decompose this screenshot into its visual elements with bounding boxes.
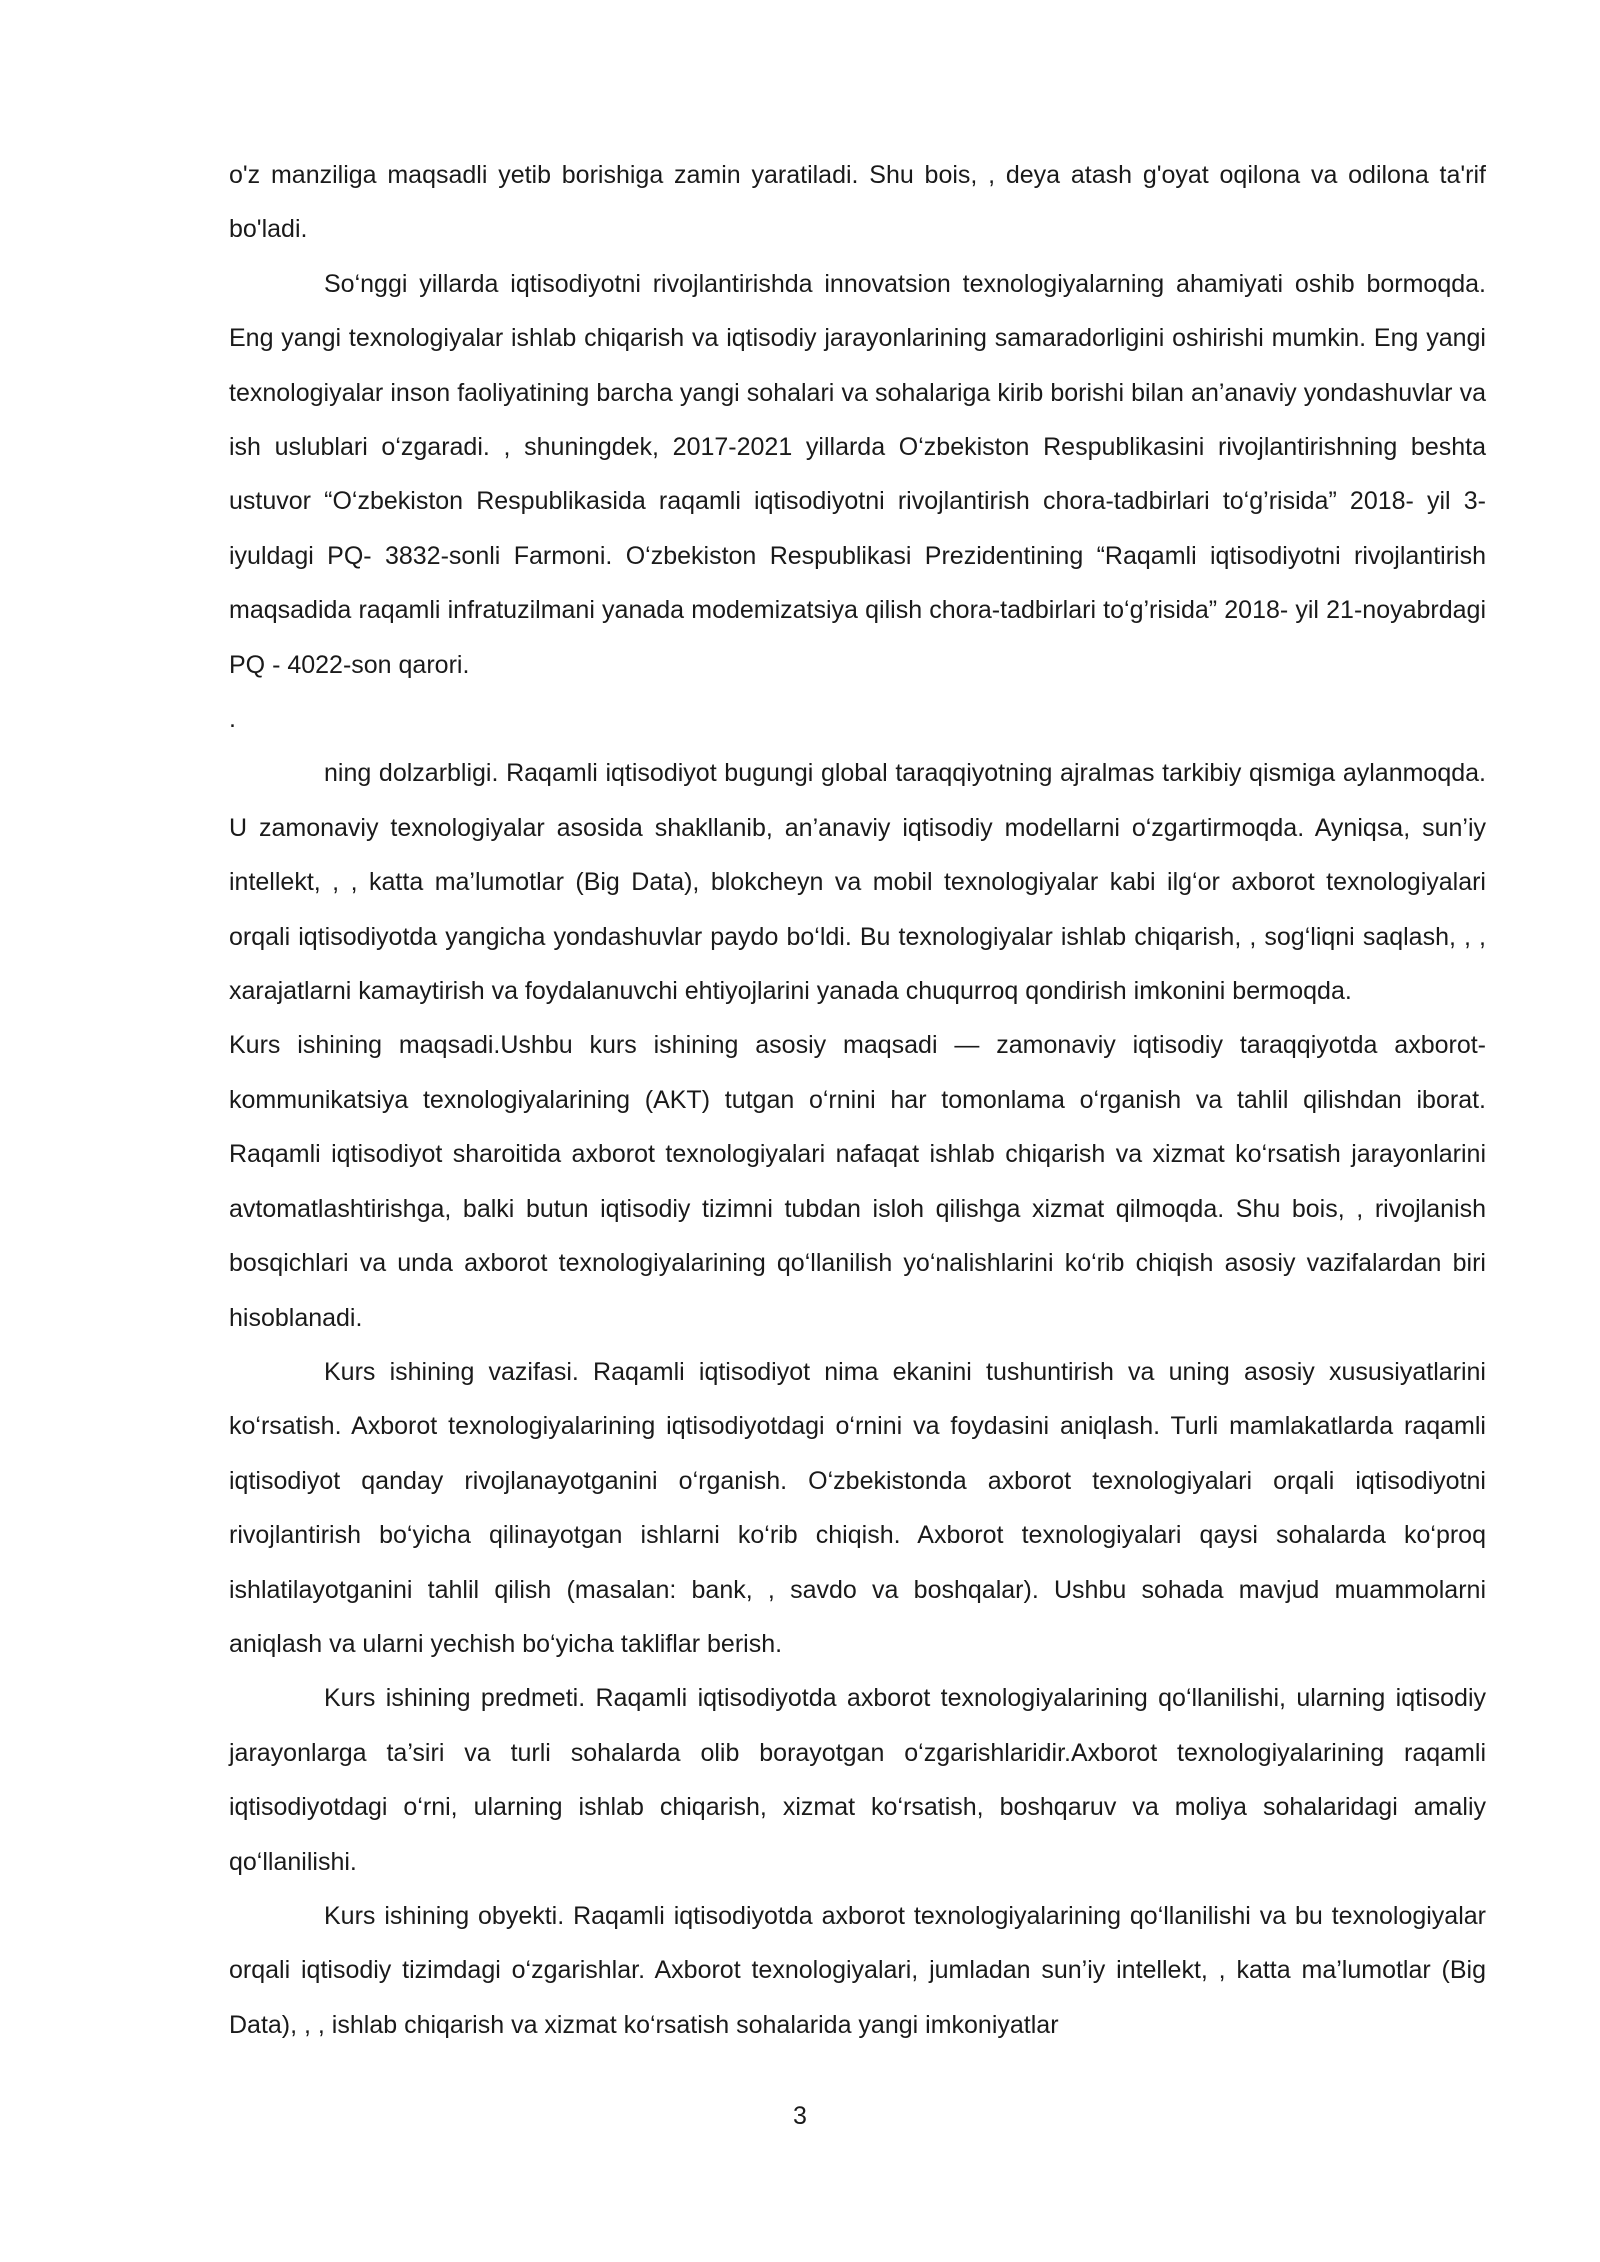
paragraph-innovative-technologies: So‘nggi yillarda iqtisodiyotni rivojlantirishda innovatsion texnologiyalarning ahamiyati oshib bormoqda. Eng yangi texnologiyalar ishlab chiqarish va iqtisodiy jarayonlarining samaradorligini oshirishi mumkin. Eng yangi texnologiyalar inson faoliyatining barcha yangi sohalari va sohalariga kirib borishi bilan an’anaviy yondashuvlar va ish uslublari o‘zgaradi. , shuningdek, 2017-2021 yillarda O‘zbekiston Respublikasini rivojlantirishning beshta ustuvor “O‘zbekiston Respublikasida raqamli iqtisodiyotni rivojlantirish chora-tadbirlari to‘g’risida” 2018- yil 3-iyuldagi PQ- 3832-sonli Farmoni. O‘zbekiston Respublikasi Prezidentining “Raqamli iqtisodiyotni rivojlantirish maqsadida raqamli infratuzilmani yanada modemizatsiya qilish chora-tadbirlari to‘g’risida” 2018- yil 21-noyabrdagi PQ - 4022-son qarori. [229,269,1486,679]
paragraph-intro-continuation: o'z manziliga maqsadli yetib borishiga zamin yaratiladi. Shu bois, , deya atash g'oyat oqilona va odilona ta'rif bo'ladi. [229,161,1486,244]
paragraph-course-subject: Kurs ishining predmeti. Raqamli iqtisodiyotda axborot texnologiyalarining qo‘llanilishi, ularning iqtisodiy jarayonlarga ta’siri va turli sohalarda olib borayotgan o‘zgarishlaridir.Axborot texnologiyalarining raqamli iqtisodiyotdagi o‘rni, ularning ishlab chiqarish, xizmat ko‘rsatish, boshqaruv va moliya sohalaridagi amaliy qo‘llanilishi. [229,1684,1486,1876]
page-number: 3 [793,2102,807,2130]
paragraph-course-object: Kurs ishining obyekti. Raqamli iqtisodiyotda axborot texnologiyalarining qo‘llanilishi va bu texnologiyalar orqali iqtisodiy tizimdagi o‘zgarishlar. Axborot texnologiyalari, jumladan sun’iy intellekt, , katta ma’lumotlar (Big Data), , , ishlab chiqarish va xizmat ko‘rsatish sohalarida yangi imkoniyatlar [229,1901,1486,2039]
paragraph-course-tasks: Kurs ishining vazifasi. Raqamli iqtisodiyot nima ekanini tushuntirish va uning asosiy xususiyatlarini ko‘rsatish. Axborot texnologiyalarining iqtisodiyotdagi o‘rnini va foydasini aniqlash. Turli mamlakatlarda raqamli iqtisodiyot qanday rivojlanayotganini o‘rganish. O‘zbekistonda axborot texnologiyalari orqali iqtisodiyotni rivojlantirish bo‘yicha qilinayotgan ishlarni ko‘rib chiqish. Axborot texnologiyalari qaysi sohalarda ko‘proq ishlatilayotganini tahlil qilish (masalan: bank, , savdo va boshqalar). Ushbu sohada mavjud muammolarni aniqlash va ularni yechish bo‘yicha takliflar berish. [229,1357,1486,1658]
paragraph-course-goal: Kurs ishining maqsadi.Ushbu kurs ishining asosiy maqsadi — zamonaviy iqtisodiy taraqqiyotda axborot-kommunikatsiya texnologiyalarining (AKT) tutgan o‘rnini har tomonlama o‘rganish va tahlil qilishdan iborat. Raqamli iqtisodiyot sharoitida axborot texnologiyalari nafaqat ishlab chiqarish va xizmat ko‘rsatish jarayonlarini avtomatlashtirishga, balki butun iqtisodiy tizimni tubdan isloh qilishga xizmat qilmoqda. Shu bois, , rivojlanish bosqichlari va unda axborot texnologiyalarining qo‘llanilish yo‘nalishlarini ko‘rib chiqish asosiy vazifalardan biri hisoblanadi. [229,1031,1486,1332]
document-page [229,148,1486,2052]
paragraph-dot: . [229,705,236,734]
paragraph-relevance: ning dolzarbligi. Raqamli iqtisodiyot bugungi global taraqqiyotning ajralmas tarkibiy qismiga aylanmoqda. U zamonaviy texnologiyalar asosida shakllanib, an’anaviy iqtisodiy modellarni o‘zgartirmoqda. Ayniqsa, sun’iy intellekt, , , katta ma’lumotlar (Big Data), blokcheyn va mobil texnologiyalar kabi ilg‘or axborot texnologiyalari orqali iqtisodiyotda yangicha yondashuvlar paydo bo‘ldi. Bu texnologiyalar ishlab chiqarish, , sog‘liqni saqlash, , , xarajatlarni kamaytirish va foydalanuvchi ehtiyojlarini yanada chuqurroq qondirish imkonini bermoqda. [229,759,1486,1006]
